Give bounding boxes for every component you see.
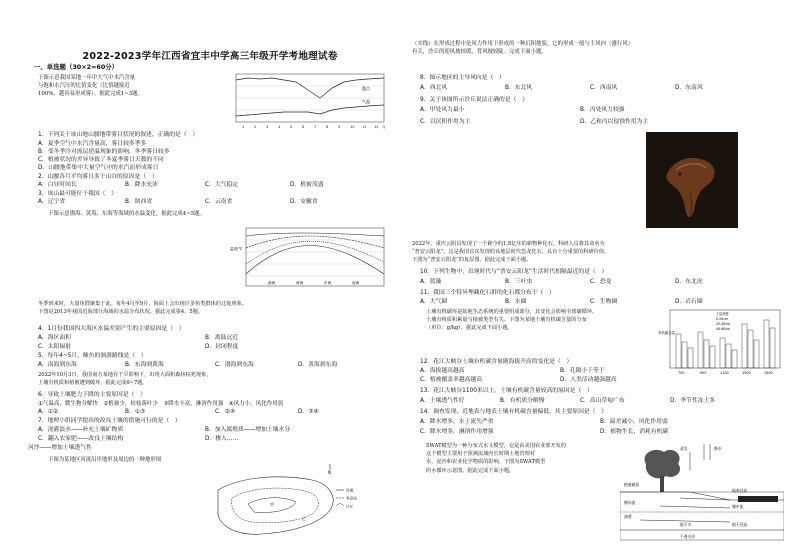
q7-option-d-tail: 河沙——增加土壤透气性 bbox=[28, 445, 92, 451]
q1-option-c: C．植被状况的差异导致了冬夏季雾日天数的不同 bbox=[38, 157, 164, 163]
q4-option-b: B．离陆远近 bbox=[205, 335, 238, 341]
svg-text:侧向流: 侧向流 bbox=[624, 500, 636, 505]
svg-text:20-40cm: 20-40cm bbox=[716, 322, 731, 326]
q7-option-c: C．翻入农家肥——改良土壤结构 bbox=[38, 436, 124, 442]
svg-text:900: 900 bbox=[700, 371, 707, 375]
q2-option-a: A．白昼时间长 bbox=[38, 182, 77, 188]
q10-option-d: D．东北虎 bbox=[675, 279, 703, 285]
section-heading: 一、单选题（30×2=60分） bbox=[34, 63, 119, 71]
q11-option-c: C．生物圈 bbox=[590, 299, 618, 305]
q7-option-a: A．浇灌淡水——补充土壤矿物质 bbox=[38, 427, 124, 433]
q1-option-a: A．夏季空气中水汽含量高，雾日较多季多 bbox=[38, 141, 147, 147]
q14-option-a: A．降水增多，水土流失严重 bbox=[420, 419, 494, 425]
q8-option-d: D．东南风 bbox=[675, 85, 703, 91]
q4-option-a: A．海区面积 bbox=[38, 335, 71, 341]
q4-option-d: D．封闭程度 bbox=[205, 344, 239, 350]
chart-soil-carbon bbox=[656, 304, 784, 382]
svg-text:4: 4 bbox=[278, 125, 281, 129]
intro-paragraph-2: 下图示意渤海、黄海、东海等海域的水温变化。据此完成4~5题。 bbox=[48, 211, 205, 217]
question-7: 7．地理小组同学提出的改良土壤的措施可行的是（ ） bbox=[38, 418, 181, 424]
question-5: 5．每年4~5月，鲅鱼的洄游路线是（ ） bbox=[38, 353, 147, 359]
svg-text:1500: 1500 bbox=[764, 371, 773, 375]
q2-option-d: D．植被茂盛 bbox=[290, 182, 324, 188]
q3-option-c: C．云南省 bbox=[205, 199, 233, 205]
chart-fog-ratio bbox=[222, 70, 392, 132]
q11-option-a: A．大气圈 bbox=[420, 299, 448, 305]
q5-option-c: C．渤海到东海 bbox=[215, 362, 254, 368]
question-14: 14．调查发现，近地表与地表土壤有机碳含量偏低，其主要原因是（ ） bbox=[420, 409, 608, 415]
q8-option-a: A．西北风 bbox=[420, 85, 448, 91]
swat-water-cycle-diagram bbox=[620, 440, 784, 544]
q12-option-b: B．孔隙小于等于 bbox=[560, 368, 605, 374]
intro-paragraph-3: 冬季到来时，大量鱼群聚集于此。每年4月至9月，海面上会出现许多鱼类群体的迁徙现象。 下图是2013年我国近海部分海域的水温分布状况。据此完成第4、5题。 bbox=[38, 301, 247, 316]
series-bottom-line bbox=[236, 105, 384, 116]
intro-paragraph-6: 2022年，重庆云阳县发现了一个距今约1.8亿年的新物种化石，科研人员将其命名为 “普安云阳龙”，这是我国首次发现的该地层时代恐龙化石，具有十分重要的科研价值。 下图为“普安云阳龙”的复原图。据此完成下面小题。 bbox=[412, 241, 610, 264]
q2-option-c: C．大气稳定 bbox=[205, 182, 239, 188]
svg-text:壤中流: 壤中流 bbox=[732, 504, 744, 509]
svg-text:蒸发: 蒸发 bbox=[680, 446, 688, 451]
right-top-paragraph: （实线）在形成过程中是风力作用下形成的一种沉积地貌。它的形成一般与主风向（盛行风） 有关，沙丘的迎风坡较缓，背风坡较陡。完成下面小题。 bbox=[412, 41, 634, 56]
exam-title: 2022-2023学年江西省宜丰中学高三年级开学考地理试卷 bbox=[82, 51, 338, 62]
svg-text:10: 10 bbox=[350, 125, 355, 129]
svg-text:降水: 降水 bbox=[714, 446, 722, 451]
river-outline bbox=[218, 477, 333, 534]
svg-text:地下径流: 地下径流 bbox=[732, 522, 748, 527]
q1-option-d: D．山腰地带集中大量空气中的水汽而形成雾日 bbox=[38, 165, 159, 171]
svg-text:5: 5 bbox=[290, 125, 293, 129]
svg-text:南海: 南海 bbox=[352, 281, 360, 285]
svg-text:植被截留: 植被截留 bbox=[624, 482, 640, 487]
q10-option-b: B．三叶虫 bbox=[505, 279, 533, 285]
svg-text:月: 月 bbox=[382, 125, 386, 129]
question-2: 2．山腰各月平均雾日多于山谷的原因是（ ） bbox=[38, 174, 158, 180]
map-legend bbox=[336, 488, 357, 509]
q4-option-c: C．太阳辐射 bbox=[38, 344, 72, 350]
q14-option-d: D．植物生长，消耗有机碳 bbox=[600, 429, 669, 435]
q6-statements: ①气温高，微生物分解快 ②植被少，枯枝落叶少 ③降水丰富，淋溶作用强 ④风力小，风化作用弱 bbox=[38, 401, 284, 407]
q12-option-a: A．海拔越高越高 bbox=[420, 368, 465, 374]
svg-text:3: 3 bbox=[266, 125, 269, 129]
svg-text:9: 9 bbox=[338, 125, 341, 129]
intro-paragraph-1: 下图示意我国某地一年中大气中水汽含量 与饱和水汽压的比值变化（比值越接近 100%，越容易形成雾）。据此完成1~3题。 bbox=[38, 75, 143, 98]
svg-text:1300: 1300 bbox=[742, 371, 751, 375]
svg-text:1: 1 bbox=[242, 125, 245, 129]
question-13: 13．花江大峡谷1100米以上，土壤有机碳含量较高的原因是（ ） bbox=[420, 388, 593, 394]
svg-text:沙丘: 沙丘 bbox=[346, 504, 354, 509]
question-11: 11．我国三个特异埋藏化石群的化石都分布于（ ） bbox=[420, 290, 555, 296]
chart-sea-temperature bbox=[228, 222, 388, 296]
q7-option-d: D．掺入…… bbox=[205, 436, 239, 442]
svg-text:渤海: 渤海 bbox=[268, 281, 276, 285]
tree-canopy bbox=[645, 450, 681, 478]
q5-option-a: A．南海到东海 bbox=[38, 362, 77, 368]
question-3: 3．该山最可能位于我国（ ） bbox=[38, 191, 118, 197]
intro-paragraph-4: 2022年10月3日，我国南方某地在干旱影响下，出现大面积森林枯死现象， 土壤有机质和植被遭到破坏。据此完成6~7题。 bbox=[38, 372, 212, 387]
svg-text:地表径流: 地表径流 bbox=[732, 488, 748, 493]
q5-option-b: B．东海到黄海 bbox=[125, 362, 164, 368]
chart3-x-ticks bbox=[678, 371, 773, 375]
q3-option-d: D．安徽省 bbox=[290, 199, 318, 205]
question-6: 6．导致土壤肥力下降的主要原因是（ ） bbox=[38, 392, 147, 398]
q14-option-b: B．温差减小，风化作用弱 bbox=[600, 419, 668, 425]
svg-text:700: 700 bbox=[678, 371, 685, 375]
q6-option-d: D．③④ bbox=[298, 409, 319, 415]
chart2-legend bbox=[268, 280, 360, 285]
chart1-label-top: 露点 bbox=[362, 86, 370, 91]
q9-option-c: C．以沉积作用为主 bbox=[420, 119, 471, 125]
question-4: 4．1月份我国四大海区水温差别产生的主要原因是（ ） bbox=[38, 326, 185, 332]
chart3-y-unit: 有机碳含量 bbox=[658, 331, 675, 335]
question-8: 8．图示地区的主导风向是（ ） bbox=[420, 75, 505, 81]
series-south-sea bbox=[246, 233, 384, 236]
q10-option-c: C．恐龙 bbox=[590, 279, 612, 285]
q9-option-b: B．丙处风力较强 bbox=[580, 107, 625, 113]
q13-option-d: D．季节性冻土多 bbox=[670, 398, 716, 404]
svg-text:土层深度: 土层深度 bbox=[716, 312, 729, 316]
svg-text:河流: 河流 bbox=[346, 488, 354, 493]
svg-text:渗透: 渗透 bbox=[624, 514, 632, 519]
svg-text:40-60cm: 40-60cm bbox=[716, 327, 731, 331]
dinosaur-fossil-image bbox=[646, 132, 738, 228]
q3-option-a: A．辽宁省 bbox=[38, 199, 66, 205]
svg-text:7: 7 bbox=[314, 125, 317, 129]
svg-text:不透水层: 不透水层 bbox=[680, 534, 696, 539]
q7-option-b: B．加入腐殖质——增加土壤水分 bbox=[205, 427, 291, 433]
q9-option-d: D．乙和丙以侵蚀作用为主 bbox=[580, 119, 649, 125]
chart1-x-ticks bbox=[242, 124, 386, 129]
q1-option-b: B．受冬季冷对流层逆温现象的影响，冬季雾日较多 bbox=[38, 149, 170, 155]
svg-text:12: 12 bbox=[374, 125, 379, 129]
svg-text:0-20cm: 0-20cm bbox=[716, 317, 729, 321]
q11-option-b: B．水圈 bbox=[505, 299, 527, 305]
series-bohai bbox=[246, 246, 384, 275]
q6-option-b: B．①③ bbox=[125, 409, 146, 415]
series-yellow-sea bbox=[246, 241, 384, 264]
chart1-label-bot: 气温 bbox=[362, 99, 370, 104]
svg-text:11: 11 bbox=[362, 125, 367, 129]
chart2-y-unit: 温度/℃ bbox=[230, 247, 243, 251]
svg-text:东海: 东海 bbox=[324, 281, 332, 285]
series-east-sea bbox=[246, 236, 384, 248]
q6-option-c: C．②④ bbox=[215, 409, 236, 415]
intro-paragraph-5: 下图为某地区河流沿岸地形及周边的一种地形图 bbox=[48, 457, 162, 463]
q3-option-b: B．陕西省 bbox=[125, 199, 153, 205]
q8-option-b: B．东北风 bbox=[505, 85, 533, 91]
map-mark-jia: 甲 bbox=[270, 502, 274, 507]
q14-option-c: C．降水增多，淋溶作用增强 bbox=[420, 429, 494, 435]
svg-text:6: 6 bbox=[302, 125, 305, 129]
question-12: 12．花江大峡谷土壤有机碳含量随海拔升高的变化是（ ） bbox=[420, 359, 573, 365]
question-1: 1．下列关于该山地山腰地带雾日状况的叙述，正确的是（ ） bbox=[38, 132, 199, 138]
q11-option-d: D．岩石圈 bbox=[675, 299, 703, 305]
q2-option-b: B．降水充沛 bbox=[125, 182, 158, 188]
question-9: 9．关于该图所示沙丘说法正确的是（ ） bbox=[420, 97, 529, 103]
q13-option-a: A．土壤透气性好 bbox=[420, 398, 465, 404]
question-10: 10．下列生物中，出现时代与“普安云阳龙”生活时代相隔最近的是（ ） bbox=[420, 269, 608, 275]
q10-option-a: A．蓝藻 bbox=[420, 279, 442, 285]
svg-text:等高线: 等高线 bbox=[346, 496, 357, 501]
q12-option-d: D．人类活动越强越高 bbox=[560, 377, 617, 383]
svg-text:地下水: 地下水 bbox=[680, 522, 692, 527]
q6-option-a: A．①② bbox=[38, 409, 59, 415]
q8-option-c: C．西南风 bbox=[590, 85, 618, 91]
svg-text:1100: 1100 bbox=[720, 371, 729, 375]
q13-option-c: C．高山草甸广布 bbox=[580, 398, 625, 404]
q5-option-d: D．黄海到东海 bbox=[298, 362, 338, 368]
q12-option-c: C．植被覆盖率越高越高 bbox=[420, 377, 483, 383]
intro-paragraph-8: SWAT模型为一种分布式水文模型，它是由美国农业部开发的 这个模型主要用于预测流域内长时期土地管理对 水、泥沙和农业化学物质的影响。下图为SWAT模型 的水循环示意图。据此完成下面小题。 bbox=[426, 443, 567, 474]
svg-text:黄海: 黄海 bbox=[296, 281, 304, 285]
svg-text:2: 2 bbox=[254, 125, 257, 129]
diagram-labels bbox=[624, 446, 747, 539]
svg-text:8: 8 bbox=[326, 125, 329, 129]
map-north-mark: N bbox=[328, 470, 331, 475]
map-dune-river bbox=[212, 462, 368, 544]
q13-option-b: B．有机质分解慢 bbox=[500, 398, 545, 404]
chart3-legend bbox=[716, 311, 730, 331]
map-mark-yi: 乙 bbox=[302, 516, 306, 521]
intro-paragraph-7: 土壤有机碳库是陆地生态系统的重要组成部分，其变化会影响全球碳循环。 土壤有机质积累量与植被类型有关。下图为某地土壤有机碳含量的分布 （单位：g/kg）。据此完成下面小题。 bbox=[426, 309, 598, 332]
q9-option-a: A．甲处风力最小 bbox=[420, 107, 465, 113]
